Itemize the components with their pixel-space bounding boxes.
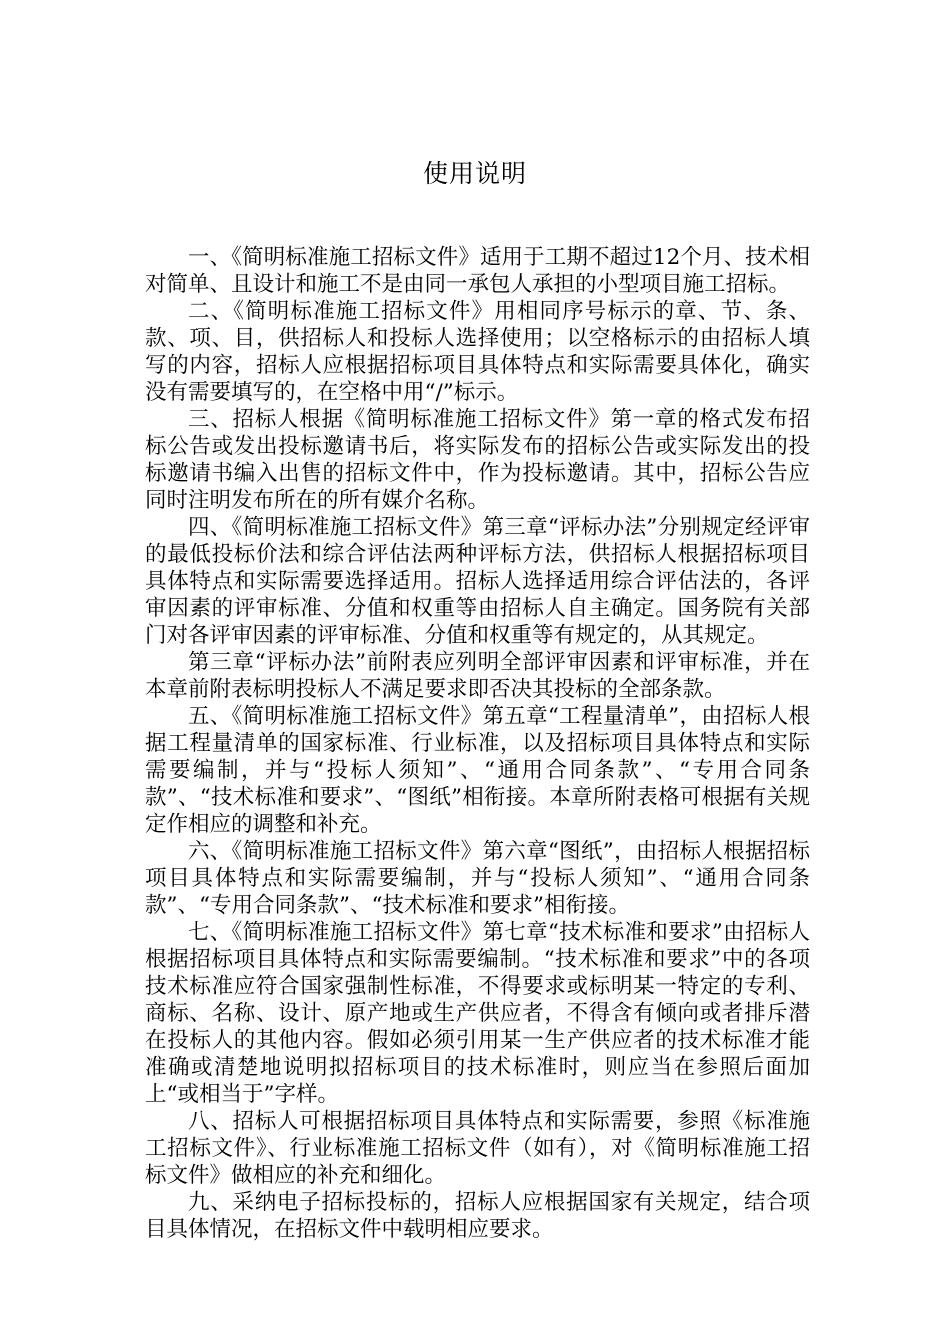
paragraph-6: 六、《简明标准施工招标文件》第六章“图纸”，由招标人根据招标项目具体特点和实际需要编制，并与“投标人须知”、“通用合同条款”、“专用合同条款”、“技术标准和要求”相衔接。 bbox=[145, 839, 810, 918]
paragraph-9: 九、采纳电子招标投标的，招标人应根据国家有关规定，结合项目具体情况，在招标文件中载明相应要求。 bbox=[145, 1190, 810, 1242]
paragraph-4: 四、《简明标准施工招标文件》第三章“评标办法”分别规定经评审的最低投标价法和综合评估法两种评标方法，供招标人根据招标项目具体特点和实际需要选择适用。招标人选择适用综合评估法的，各评审因素的评审标准、分值和权重等由招标人自主确定。国务院有关部门对各评审因素的评审标准、分值和权重等有规定的，从其规定。 bbox=[145, 515, 810, 648]
paragraph-4-note: 第三章“评标办法”前附表应列明全部评审因素和评审标准，并在本章前附表标明投标人不满足要求即否决其投标的全部条款。 bbox=[145, 650, 810, 702]
paragraph-7: 七、《简明标准施工招标文件》第七章“技术标准和要求”由招标人根据招标项目具体特点和实际需要编制。“技术标准和要求”中的各项技术标准应符合国家强制性标准，不得要求或标明某一特定的专利、商标、名称、设计、原产地或生产供应者，不得含有倾向或者排斥潜在投标人的其他内容。假如必须引用某一生产供应者的技术标准才能准确或清楚地说明拟招标项目的技术标准时，则应当在参照后面加上“或相当于”字样。 bbox=[145, 920, 810, 1107]
document-body bbox=[145, 244, 810, 1243]
paragraph-1: 一、《简明标准施工招标文件》适用于工期不超过12个月、技术相对简单、且设计和施工不是由同一承包人承担的小型项目施工招标。 bbox=[145, 245, 810, 297]
paragraph-3: 三、招标人根据《简明标准施工招标文件》第一章的格式发布招标公告或发出投标邀请书后，将实际发布的招标公告或实际发出的投标邀请书编入出售的招标文件中，作为投标邀请。其中，招标公告应同时注明发布所在的所有媒介名称。 bbox=[145, 407, 810, 513]
paragraph-2: 二、《简明标准施工招标文件》用相同序号标示的章、节、条、款、项、目，供招标人和投标人选择使用；以空格标示的由招标人填写的内容，招标人应根据招标项目具体特点和实际需要具体化，确实没有需要填写的，在空格中用“/”标示。 bbox=[145, 299, 810, 405]
paragraph-5: 五、《简明标准施工招标文件》第五章“工程量清单”，由招标人根据工程量清单的国家标准、行业标准，以及招标项目具体特点和实际需要编制，并与“投标人须知”、“通用合同条款”、“专用合同条款”、“技术标准和要求”、“图纸”相衔接。本章所附表格可根据有关规定作相应的调整和补充。 bbox=[145, 704, 810, 837]
paragraph-8: 八、招标人可根据招标项目具体特点和实际需要，参照《标准施工招标文件》、行业标准施工招标文件（如有），对《简明标准施工招标文件》做相应的补充和细化。 bbox=[145, 1109, 810, 1188]
page-title: 使用说明 bbox=[422, 159, 527, 188]
